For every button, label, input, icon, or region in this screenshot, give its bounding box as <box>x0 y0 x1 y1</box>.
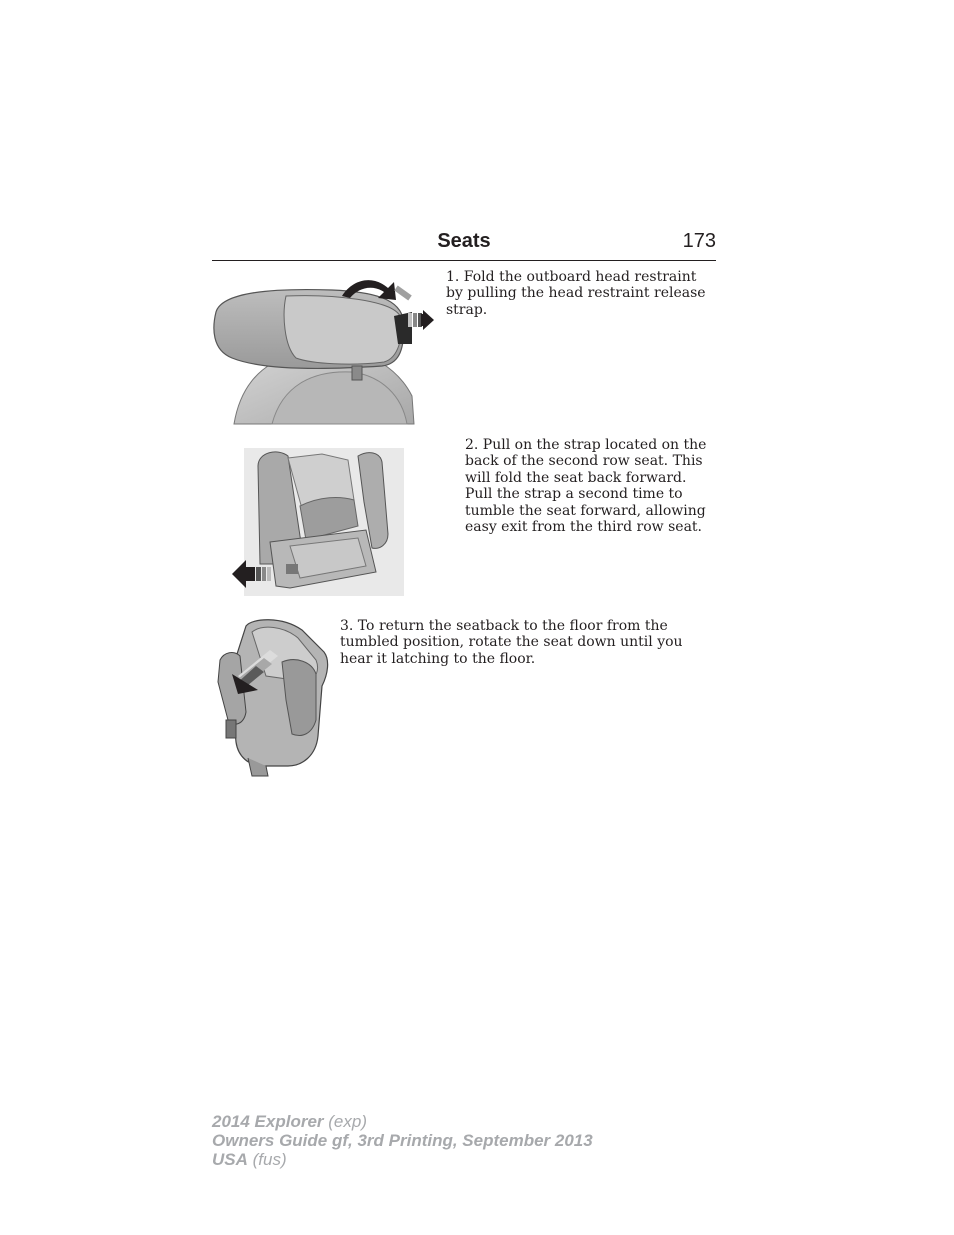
footer-model: 2014 Explorer <box>212 1112 324 1131</box>
footer <box>212 1112 593 1169</box>
step-3-text: 3. To return the seatback to the floor from the tumbled position, rotate the seat down until you hear it latching to the floor. <box>340 618 683 667</box>
page-header <box>212 226 716 261</box>
tumbled-seat-return-illustration <box>212 616 336 780</box>
step-2-text: 2. Pull on the strap located on the back of the second row seat. This will fold the seat back forward. Pull the strap a second time to tumble the seat forward, allowing easy exit from the third row seat. <box>465 437 707 536</box>
footer-line-1 <box>212 1112 593 1131</box>
section-title: Seats <box>437 230 491 252</box>
step-1-text: 1. Fold the outboard head restraint by pulling the head restraint release strap. <box>446 269 706 318</box>
footer-line-3 <box>212 1150 593 1169</box>
page-number: 173 <box>682 230 716 252</box>
second-row-seat-strap-illustration <box>230 446 408 598</box>
footer-printing: Owners Guide gf, 3rd Printing, September 2013 <box>212 1131 593 1150</box>
head-restraint-fold-illustration <box>212 266 440 426</box>
footer-market: USA <box>212 1150 248 1169</box>
footer-line-2 <box>212 1131 593 1150</box>
footer-market-code: (fus) <box>252 1150 287 1169</box>
footer-model-code: (exp) <box>328 1112 367 1131</box>
